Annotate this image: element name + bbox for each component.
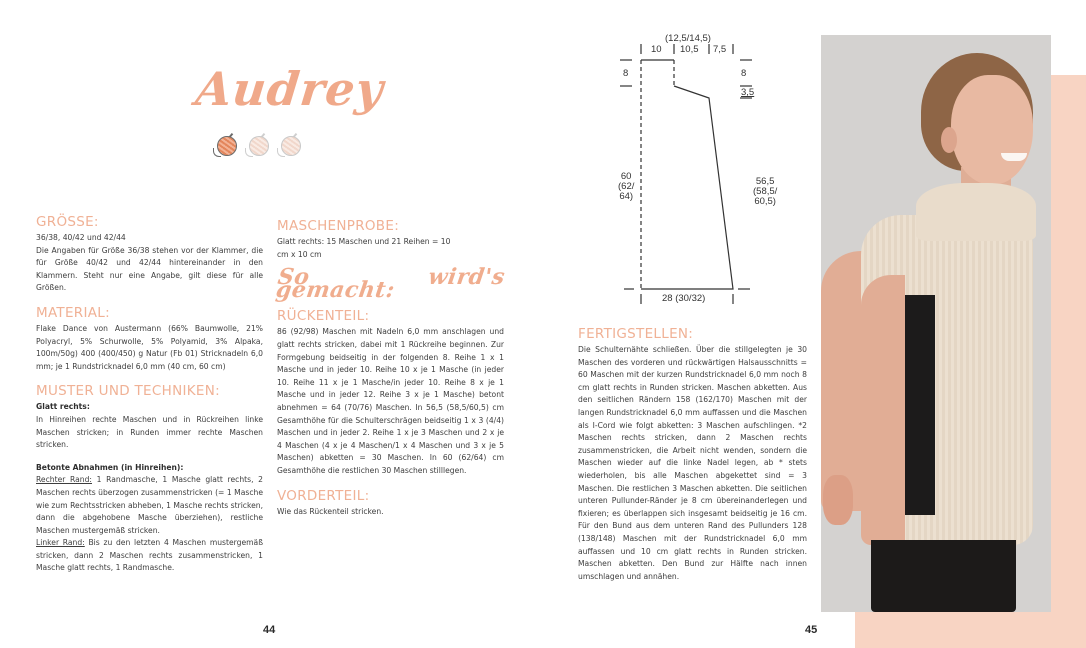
rechter-rand-paragraph <box>36 474 263 537</box>
model-photo <box>821 35 1051 612</box>
yarn-ball-icon <box>213 132 241 158</box>
left-column <box>36 214 263 575</box>
schematic-drawing <box>610 28 790 318</box>
material-text: Flake Dance von Austermann (66% Baumwolle, 21% Polyacryl, 5% Schurwolle, 5% Polyamid, 3% Alpaka, 100m/50g) 400 (400/450) g Natur (Fb 01) Stricknadeln 6,0 mm; je 1 Rundstricknadel 6,0 mm (40 cm, 60 cm) <box>36 323 263 371</box>
right-column <box>578 326 807 583</box>
dim-right-top-a: 8 <box>741 68 747 79</box>
dim-neck-width-alt: (12,5/14,5) <box>665 33 711 44</box>
dim-right-height-line: (58,5/ <box>753 186 778 197</box>
section-heading-rueckenteil: RÜCKENTEIL: <box>277 308 370 325</box>
dim-bottom-width: 28 (30/32) <box>662 293 706 304</box>
section-heading-maschenprobe: MASCHENPROBE: <box>277 218 400 234</box>
page-number-right: 45 <box>805 624 818 636</box>
section-heading-groesse: GRÖSSE: <box>36 214 99 230</box>
page-number-left: 44 <box>263 624 276 636</box>
rechter-rand-text: 1 Randmasche, 1 Masche glatt rechts, 2 Maschen rechts überzogen zusammenstricken (= 1 Masche wie zum Rechtsstricken abheben, 1 Masche rechts stricken, dann die abgehobene Masche überziehen), restliche Maschen mustergemäß stricken. <box>36 475 263 535</box>
glatt-rechts-text: In Hinreihen rechte Maschen und in Rückreihen linke Maschen stricken; in Runden immer rechte Maschen stricken. <box>36 414 263 450</box>
linker-rand-paragraph <box>36 537 263 575</box>
script-heading: So wird's gemacht: <box>274 264 507 303</box>
dim-shoulder-b: 7,5 <box>713 44 727 55</box>
maschenprobe-text: Glatt rechts: 15 Maschen und 21 Reihen = 10 cm x 10 cm <box>277 237 451 259</box>
section-heading-vorderteil: VORDERTEIL: <box>277 487 370 504</box>
sizes-description: Die Angaben für Größe 36/38 stehen vor der Klammer, die für Größe 40/42 und 42/44 hintereinander in den Klammern. Steht nur eine Angabe, gilt diese für alle Größen. <box>36 245 263 293</box>
garment-schematic <box>610 28 790 318</box>
dim-left-height-line: 64) <box>619 191 634 202</box>
section-heading-fertigstellen: FERTIGSTELLEN: <box>578 326 694 342</box>
section-heading-muster: MUSTER UND TECHNIKEN: <box>36 383 220 400</box>
yarn-ball-icon <box>245 132 273 158</box>
linker-rand-text: Bis zu den letzten 4 Maschen mustergemäß stricken, dann 2 Maschen rechts zusammenstricken, 1 Masche glatt rechts, 1 Randmasche. <box>36 538 263 573</box>
dim-left-height <box>618 172 634 202</box>
pattern-title: Audrey <box>193 62 387 116</box>
glatt-rechts-title: Glatt rechts: <box>36 402 90 412</box>
dim-right-height-line: 56,5 <box>755 176 775 187</box>
rueckenteil-text: 86 (92/98) Maschen mit Nadeln 6,0 mm anschlagen und glatt rechts stricken, dabei mit 1 Rückreihe beginnen. Zur Formgebung beidseitig in der folgenden 8. Reihe 1 x 1 Masche und in jeder 10. Reihe 10 x je 1 Masche (in jeder 10. Reihe 11 x je 1 Masche/in jeder 10. Reihe 8 x je 1 Masche und in jeder 12. Reihe 3 x je 1 Masche) betont abnehmen = 64 (70/76) Maschen. In 56,5 (58,5/60,5) cm Gesamthöhe für die Schulterschrägen beidseitig 1 x 3 (4/4) Maschen und in jeder 2. Reihe 1 x je 3 Maschen und 2 x je 4 Maschen (4 x je 4 Maschen/1 x 4 Maschen und 3 x je 5 Maschen) abketten = 30 Maschen. In 60 (62/64) cm Gesamthöhe die restlichen 30 Maschen stilllegen. <box>277 327 504 475</box>
dim-right-height-line: 60,5) <box>754 196 776 207</box>
dim-neck-width: 10 <box>651 44 662 55</box>
dim-right-top-b: 3,5 <box>741 87 755 98</box>
dim-right-height <box>753 177 777 207</box>
vorderteil-text: Wie das Rückenteil stricken. <box>277 506 384 516</box>
section-heading-material: MATERIAL: <box>36 304 110 321</box>
middle-column <box>274 218 507 518</box>
betonte-abnahmen-title: Betonte Abnahmen (in Hinreihen): <box>36 462 184 472</box>
difficulty-rating <box>213 132 305 158</box>
dim-shoulder-a: 10,5 <box>680 44 699 55</box>
yarn-ball-icon <box>277 132 305 158</box>
linker-rand-label: Linker Rand: <box>36 538 85 548</box>
dim-left-height-line: (62/ <box>618 181 635 192</box>
rechter-rand-label: Rechter Rand: <box>36 475 92 485</box>
dim-left-top: 8 <box>623 68 629 79</box>
fertigstellen-text: Die Schulternähte schließen. Über die stillgelegten je 30 Maschen des vorderen und rückwärtigen Halsausschnitts = 60 Maschen mit der kurzen Rundstricknadel 6,0 mm noch 8 cm glatt rechts in Runden stricken. Maschen abketten. Aus den seitlichen Rändern 158 (162/170) Maschen mit der langen Rundstricknadel 6,0 mm auffassen und die Maschen als I-Cord wie folgt abketten: 3 Maschen aufschlingen. *2 Maschen rechts stricken, dann 2 Maschen rechts zusammenstricken, die Arbeit nicht wenden, sondern die Maschen wieder auf die linke Nadel legen, ab * stets wiederholen, bis alle Maschen abgekettet sind = 3 Maschen. Die restlichen 3 Maschen abketten. Die seitlichen unteren Pullunder-Ränder je 8 cm übereinanderlegen und fixieren; es überlappen sich insgesamt beidseitig je 16 cm. Für den Bund aus dem unteren Rand des Pullunders 128 (138/148) Maschen mit der Rundstricknadel 6,0 mm auffassen und 10 cm glatt rechts in Runden stricken. Maschen abketten. Den Bund zur Hälfte nach innen umschlagen und annähen. <box>578 345 807 581</box>
dim-left-height-line: 60 <box>620 171 632 182</box>
sizes-text: 36/38, 40/42 und 42/44 <box>36 233 126 242</box>
